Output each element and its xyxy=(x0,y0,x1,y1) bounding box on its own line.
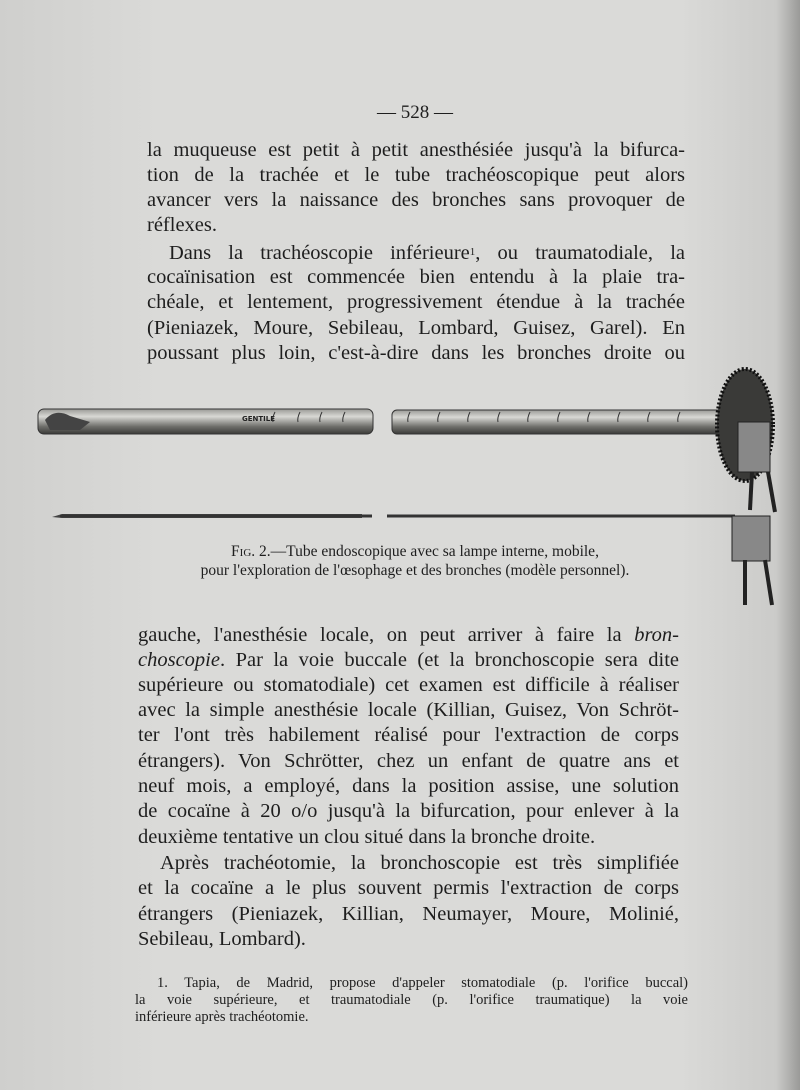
text-line: poussant plus loin, c'est-à-dire dans les bronches droite ou xyxy=(147,342,685,364)
text-span: , ou traumatodiale, la xyxy=(475,242,685,264)
text-line: cocaïnisation est commencée bien entendu à la plaie tra- xyxy=(147,266,685,288)
tube-left xyxy=(38,409,373,434)
text-line: deuxième tentative un clou situé dans la bronche droite. xyxy=(138,826,596,848)
text-line: (Pieniazek, Moure, Sebileau, Lombard, Guisez, Garel). En xyxy=(147,317,685,339)
text-line: tion de la trachée et le tube trachéoscopique peut alors xyxy=(147,164,685,186)
footnote-line: 1. Tapia, de Madrid, propose d'appeler stomatodiale (p. l'orifice buccal) xyxy=(157,975,688,991)
footnote-line: la voie supérieure, et traumatodiale (p. l'orifice traumatique) la voie xyxy=(135,992,688,1008)
text-span: . Par la voie buccale (et la bronchoscopie sera dite xyxy=(219,649,679,671)
text-span: gauche, l'anesthésie locale, on peut arriver à faire la xyxy=(138,624,635,646)
text-line: Sebileau, Lombard). xyxy=(138,928,306,950)
text-line: avancer vers la naissance des bronches sans provoquer de xyxy=(147,189,685,211)
tube-right xyxy=(392,369,775,512)
caption-text: —Tube endoscopique avec sa lampe interne, mobile, xyxy=(270,543,599,560)
text-line: et la cocaïne a le plus souvent permis l'extraction de corps xyxy=(138,877,679,899)
text-span: choscopie xyxy=(138,649,220,671)
footnote-ref[interactable]: 1 xyxy=(469,246,476,258)
text-line: étrangers (Pieniazek, Killian, Neumayer, Moure, Molinié, xyxy=(138,903,679,925)
text-line: ter l'ont très habilement réalisé pour l'extraction de corps xyxy=(138,724,679,746)
footnote-line: inférieure après trachéotomie. xyxy=(135,1009,309,1025)
caption-label: Fig. 2. xyxy=(231,543,271,560)
text-line xyxy=(138,623,679,647)
page-number: — 528 — xyxy=(377,102,453,123)
figure-caption xyxy=(150,542,680,561)
text-line xyxy=(138,648,679,672)
engraved-label: GENTILE xyxy=(242,415,276,423)
text-span: Dans la trachéoscopie inférieure xyxy=(169,242,470,264)
text-line xyxy=(147,240,685,265)
text-line: supérieure ou stomatodiale) cet examen est difficile à réaliser xyxy=(138,674,679,696)
text-line: de cocaïne à 20 o/o jusqu'à la bifurcation, pour enlever à la xyxy=(138,800,679,822)
text-line: étrangers). Von Schrötter, chez un enfant de quatre ans et xyxy=(138,750,679,772)
text-line: chéale, et lentement, progressivement étendue à la trachée xyxy=(147,291,685,313)
text-line: la muqueuse est petit à petit anesthésiée jusqu'à la bifurca- xyxy=(147,139,685,161)
text-line: neuf mois, a employé, dans la position assise, une solution xyxy=(138,775,679,797)
figure-caption-line2: pour l'exploration de l'œsophage et des bronches (modèle personnel). xyxy=(200,562,630,579)
text-span: bron- xyxy=(634,624,679,646)
text-line: Après trachéotomie, la bronchoscopie est très simplifiée xyxy=(160,852,679,874)
text-line: réflexes. xyxy=(147,214,217,236)
text-line: avec la simple anesthésie locale (Killian, Guisez, Von Schröt- xyxy=(138,699,679,721)
